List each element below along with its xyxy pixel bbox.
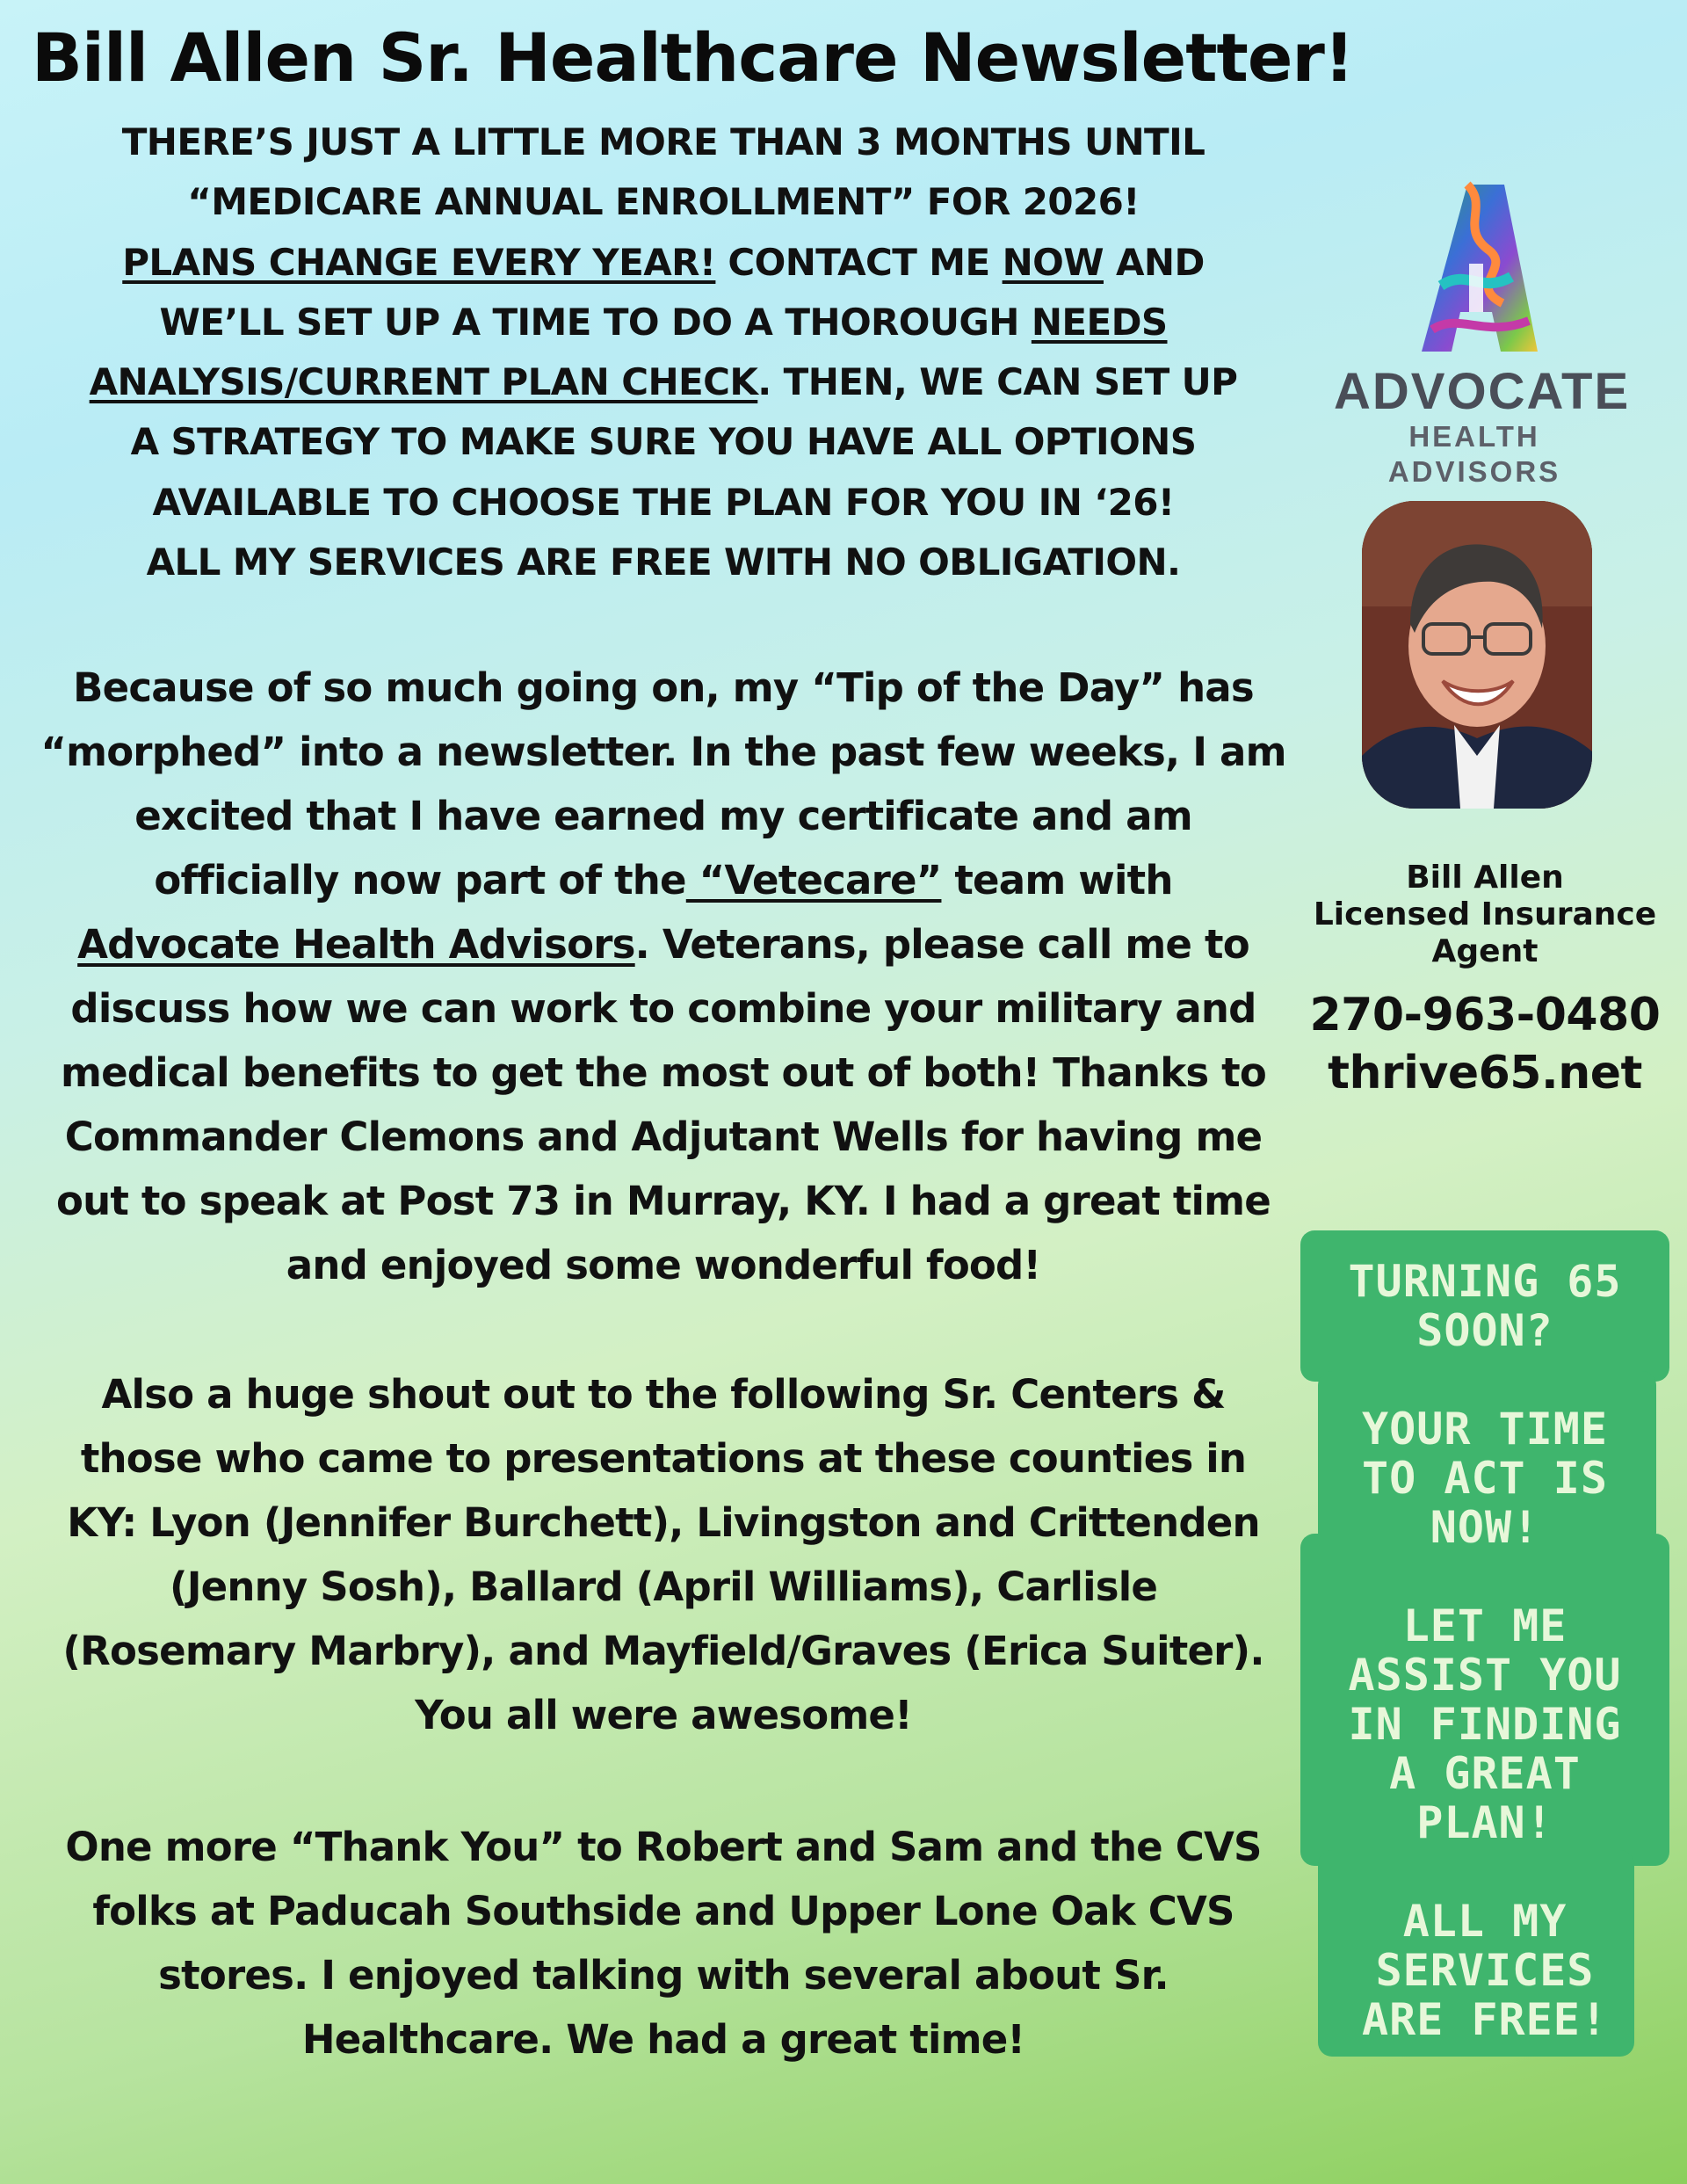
- logo-a-mark-icon: [1406, 180, 1546, 356]
- vetecare-underlined: “Vetecare”: [685, 857, 942, 903]
- intro-line: WE’LL SET UP A TIME TO DO A THOROUGH NEEDS: [159, 300, 1168, 344]
- paragraph-line: folks at Paducah Southside and Upper Lone Oak CVS: [92, 1888, 1234, 1934]
- paragraph-line: and enjoyed some wonderful food!: [286, 1242, 1041, 1288]
- cvs-thanks-paragraph: [26, 1815, 1300, 2072]
- intro-line: ANALYSIS/CURRENT PLAN CHECK. THEN, WE CAN SET UP: [89, 360, 1238, 404]
- plans-change-underlined: PLANS CHANGE EVERY YEAR!: [122, 240, 716, 284]
- intro-line: A STRATEGY TO MAKE SURE YOU HAVE ALL OPTIONS: [130, 420, 1197, 464]
- agent-name: Bill Allen: [1406, 860, 1564, 896]
- agent-website[interactable]: thrive65.net: [1328, 1047, 1642, 1099]
- paragraph-line: stores. I enjoyed talking with several about Sr.: [158, 1952, 1169, 1999]
- needs-underlined: NEEDS: [1031, 300, 1168, 344]
- paragraph-line: KY: Lyon (Jennifer Burchett), Livingston and Crittenden: [67, 1499, 1260, 1546]
- paragraph-line: One more “Thank You” to Robert and Sam and the CVS: [65, 1824, 1262, 1870]
- intro-line: ALL MY SERVICES ARE FREE WITH NO OBLIGATION.: [146, 541, 1181, 584]
- paragraph-line: excited that I have earned my certificate and am: [134, 793, 1192, 839]
- agent-portrait: [1362, 501, 1592, 809]
- agent-photo-icon: [1362, 501, 1592, 809]
- analysis-underlined: ANALYSIS/CURRENT PLAN CHECK: [89, 360, 758, 404]
- senior-centers-paragraph: [26, 1362, 1300, 1747]
- paragraph-line: out to speak at Post 73 in Murray, KY. I had a great time: [55, 1178, 1271, 1224]
- callout-services-free: ALL MY SERVICES ARE FREE!: [1362, 1896, 1608, 2045]
- enrollment-announcement: [26, 112, 1300, 592]
- paragraph-line: Healthcare. We had a great time!: [301, 2016, 1025, 2063]
- paragraph-line: Because of so much going on, my “Tip of the Day” has: [73, 664, 1254, 711]
- paragraph-line: Advocate Health Advisors. Veterans, please call me to: [77, 921, 1249, 968]
- callout-text: [1300, 1257, 1669, 2044]
- agent-title: Licensed Insurance Agent: [1313, 896, 1657, 969]
- advocate-health-advisors-underlined: Advocate Health Advisors: [77, 921, 635, 968]
- intro-line: THERE’S JUST A LITTLE MORE THAN 3 MONTHS UNTIL: [121, 120, 1206, 163]
- paragraph-line: Also a huge shout out to the following Sr. Centers &: [101, 1371, 1226, 1418]
- intro-line: PLANS CHANGE EVERY YEAR! CONTACT ME NOW AND: [122, 240, 1205, 284]
- turning-65-callout: [1300, 1230, 1669, 2057]
- paragraph-line: You all were awesome!: [415, 1692, 912, 1738]
- paragraph-line: discuss how we can work to combine your military and: [70, 985, 1256, 1032]
- paragraph-line: officially now part of the “Vetecare” team with: [154, 857, 1173, 903]
- paragraph-line: those who came to presentations at these counties in: [80, 1435, 1247, 1482]
- callout-time-to-act: YOUR TIME TO ACT IS NOW!: [1362, 1404, 1608, 1553]
- logo-tagline: HEALTH ADVISORS: [1387, 420, 1561, 488]
- now-underlined: NOW: [1002, 240, 1104, 284]
- intro-line: AVAILABLE TO CHOOSE THE PLAN FOR YOU IN ‘26!: [152, 480, 1175, 524]
- paragraph-line: medical benefits to get the most out of both! Thanks to: [60, 1049, 1267, 1096]
- paragraph-line: Commander Clemons and Adjutant Wells for having me: [64, 1114, 1263, 1160]
- newsletter-title: Bill Allen Sr. Healthcare Newsletter!: [32, 18, 1354, 97]
- paragraph-line: (Jenny Sosh), Ballard (April Williams), Carlisle: [169, 1564, 1158, 1610]
- agent-phone[interactable]: 270-963-0480: [1309, 989, 1661, 1041]
- advocate-health-advisors-logo: [1334, 180, 1631, 490]
- logo-wordmark: ADVOCATE: [1334, 363, 1631, 420]
- callout-turning-65: TURNING 65 SOON?: [1348, 1256, 1622, 1356]
- vetecare-paragraph: [26, 656, 1300, 1297]
- callout-assist: LET ME ASSIST YOU IN FINDING A GREAT PLAN!: [1348, 1600, 1622, 1848]
- paragraph-line: “morphed” into a newsletter. In the past few weeks, I am: [40, 729, 1286, 775]
- paragraph-line: (Rosemary Marbry), and Mayfield/Graves (Erica Suiter).: [62, 1628, 1264, 1674]
- intro-line: “MEDICARE ANNUAL ENROLLMENT” FOR 2026!: [187, 180, 1140, 224]
